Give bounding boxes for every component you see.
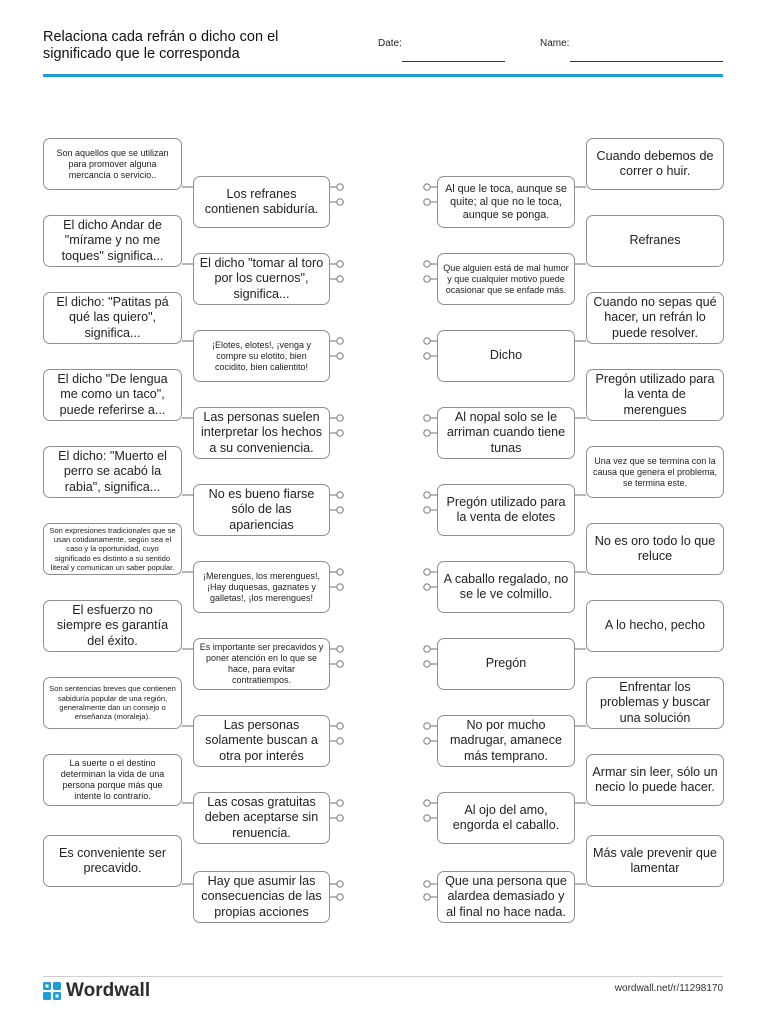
right-outer-card-6[interactable]: No es oro todo lo que reluce <box>586 523 724 575</box>
left-outer-card-1[interactable]: Son aquellos que se utilizan para promover alguna mercancía o servicio.. <box>43 138 182 190</box>
right-outer-card-3-connector-dot[interactable] <box>424 338 430 344</box>
right-inner-card-1[interactable]: Al que le toca, aunque se quite; al que no le toca, aunque se ponga. <box>437 176 575 228</box>
right-inner-card-8-connector-dot[interactable] <box>424 738 430 744</box>
right-inner-card-10-connector-dot[interactable] <box>424 894 430 900</box>
left-inner-card-6[interactable]: ¡Merengues, los merengues!, ¡Hay duquesas, gaznates y galletas!, ¡los merengues! <box>193 561 330 613</box>
right-outer-card-5-connector-dot[interactable] <box>424 492 430 498</box>
left-inner-card-1[interactable]: Los refranes contienen sabiduría. <box>193 176 330 228</box>
left-inner-card-1-connector-dot[interactable] <box>337 199 343 205</box>
right-inner-card-8[interactable]: No por mucho madrugar, amanece más temprano. <box>437 715 575 767</box>
left-inner-card-3[interactable]: ¡Elotes, elotes!, ¡venga y compre su elotito, bien cocidito, bien calientito! <box>193 330 330 382</box>
left-outer-card-9-connector-dot[interactable] <box>337 800 343 806</box>
left-outer-card-5-connector-dot[interactable] <box>337 492 343 498</box>
right-inner-card-10[interactable]: Que una persona que alardea demasiado y al final no hace nada. <box>437 871 575 923</box>
left-inner-card-10-connector-dot[interactable] <box>337 894 343 900</box>
right-outer-card-10[interactable]: Más vale prevenir que lamentar <box>586 835 724 887</box>
footer-divider <box>43 976 723 977</box>
left-outer-card-3[interactable]: El dicho: "Patitas pá qué las quiero", significa... <box>43 292 182 344</box>
right-inner-card-4[interactable]: Al nopal solo se le arriman cuando tiene tunas <box>437 407 575 459</box>
left-inner-card-6-connector-dot[interactable] <box>337 584 343 590</box>
left-inner-card-4-connector-dot[interactable] <box>337 430 343 436</box>
left-inner-card-7[interactable]: Es importante ser precavidos y poner atención en lo que se hace, para evitar contratiempos. <box>193 638 330 690</box>
right-outer-card-1-connector-dot[interactable] <box>424 184 430 190</box>
right-outer-card-9-connector-dot[interactable] <box>424 800 430 806</box>
left-outer-card-10-connector-dot[interactable] <box>337 881 343 887</box>
left-outer-card-6[interactable]: Son expresiones tradicionales que se usan cotidianamente, según sea el caso y la oportunidad, cuyo significado es distinto a su sentido literal y comunican un saber popular. <box>43 523 182 575</box>
left-outer-card-6-connector-dot[interactable] <box>337 569 343 575</box>
left-inner-card-3-connector-dot[interactable] <box>337 353 343 359</box>
name-label: Name: <box>540 38 570 49</box>
left-outer-card-3-connector-dot[interactable] <box>337 338 343 344</box>
right-outer-card-5[interactable]: Una vez que se termina con la causa que genera el problema, se termina este. <box>586 446 724 498</box>
right-inner-card-9-connector-dot[interactable] <box>424 815 430 821</box>
right-outer-card-7[interactable]: A lo hecho, pecho <box>586 600 724 652</box>
right-inner-card-3-connector-dot[interactable] <box>424 353 430 359</box>
wordwall-brand-text: Wordwall <box>66 980 151 1001</box>
left-outer-card-4[interactable]: El dicho "De lengua me como un taco", puede referirse a... <box>43 369 182 421</box>
left-outer-card-7-connector-dot[interactable] <box>337 646 343 652</box>
left-outer-card-5[interactable]: El dicho: "Muerto el perro se acabó la rabia", significa... <box>43 446 182 498</box>
right-outer-card-4[interactable]: Pregón utilizado para la venta de merengues <box>586 369 724 421</box>
footer-url[interactable]: wordwall.net/r/11298170 <box>614 983 723 994</box>
left-outer-card-9[interactable]: La suerte o el destino determinan la vida de una persona porque más que intente lo contrario. <box>43 754 182 806</box>
left-inner-card-8-connector-dot[interactable] <box>337 738 343 744</box>
right-inner-card-6[interactable]: A caballo regalado, no se le ve colmillo. <box>437 561 575 613</box>
right-outer-card-8[interactable]: Enfrentar los problemas y buscar una solución <box>586 677 724 729</box>
left-inner-card-5-connector-dot[interactable] <box>337 507 343 513</box>
left-outer-card-2[interactable]: El dicho Andar de "mírame y no me toques" significa... <box>43 215 182 267</box>
right-inner-card-5[interactable]: Pregón utilizado para la venta de elotes <box>437 484 575 536</box>
right-outer-card-9[interactable]: Armar sin leer, sólo un necio lo puede hacer. <box>586 754 724 806</box>
left-inner-card-2[interactable]: El dicho "tomar al toro por los cuernos", significa... <box>193 253 330 305</box>
left-outer-card-7[interactable]: El esfuerzo no siempre es garantía del éxito. <box>43 600 182 652</box>
right-outer-card-10-connector-dot[interactable] <box>424 881 430 887</box>
left-inner-card-2-connector-dot[interactable] <box>337 276 343 282</box>
right-inner-card-4-connector-dot[interactable] <box>424 430 430 436</box>
right-outer-card-8-connector-dot[interactable] <box>424 723 430 729</box>
left-inner-card-4[interactable]: Las personas suelen interpretar los hechos a su conveniencia. <box>193 407 330 459</box>
right-inner-card-3[interactable]: Dicho <box>437 330 575 382</box>
right-outer-card-4-connector-dot[interactable] <box>424 415 430 421</box>
right-outer-card-2[interactable]: Refranes <box>586 215 724 267</box>
right-inner-card-5-connector-dot[interactable] <box>424 507 430 513</box>
left-outer-card-10[interactable]: Es conveniente ser precavido. <box>43 835 182 887</box>
left-inner-card-10[interactable]: Hay que asumir las consecuencias de las propias acciones <box>193 871 330 923</box>
right-inner-card-6-connector-dot[interactable] <box>424 584 430 590</box>
worksheet-title: Relaciona cada refrán o dicho con el significado que le corresponda <box>43 29 279 62</box>
right-inner-card-7-connector-dot[interactable] <box>424 661 430 667</box>
right-inner-card-9[interactable]: Al ojo del amo, engorda el caballo. <box>437 792 575 844</box>
right-inner-card-2-connector-dot[interactable] <box>424 276 430 282</box>
right-inner-card-7[interactable]: Pregón <box>437 638 575 690</box>
right-outer-card-7-connector-dot[interactable] <box>424 646 430 652</box>
right-outer-card-2-connector-dot[interactable] <box>424 261 430 267</box>
left-inner-card-9[interactable]: Las cosas gratuitas deben aceptarse sin renuencia. <box>193 792 330 844</box>
left-inner-card-8[interactable]: Las personas solamente buscan a otra por interés <box>193 715 330 767</box>
left-outer-card-8[interactable]: Son sentencias breves que contienen sabiduría popular de una región, generalmente dan un consejo o enseñanza (moraleja). <box>43 677 182 729</box>
right-outer-card-6-connector-dot[interactable] <box>424 569 430 575</box>
left-outer-card-1-connector-dot[interactable] <box>337 184 343 190</box>
wordwall-logo <box>43 981 150 1001</box>
date-label: Date: <box>378 38 402 49</box>
left-outer-card-8-connector-dot[interactable] <box>337 723 343 729</box>
wordwall-logo-icon <box>43 982 61 1000</box>
left-outer-card-4-connector-dot[interactable] <box>337 415 343 421</box>
left-inner-card-9-connector-dot[interactable] <box>337 815 343 821</box>
left-outer-card-2-connector-dot[interactable] <box>337 261 343 267</box>
right-inner-card-2[interactable]: Que alguien está de mal humor y que cualquier motivo puede ocasionar que se enfade más. <box>437 253 575 305</box>
left-inner-card-5[interactable]: No es bueno fiarse sólo de las apariencias <box>193 484 330 536</box>
right-outer-card-1[interactable]: Cuando debemos de correr o huir. <box>586 138 724 190</box>
right-inner-card-1-connector-dot[interactable] <box>424 199 430 205</box>
right-outer-card-3[interactable]: Cuando no sepas qué hacer, un refrán lo puede resolver. <box>586 292 724 344</box>
left-inner-card-7-connector-dot[interactable] <box>337 661 343 667</box>
